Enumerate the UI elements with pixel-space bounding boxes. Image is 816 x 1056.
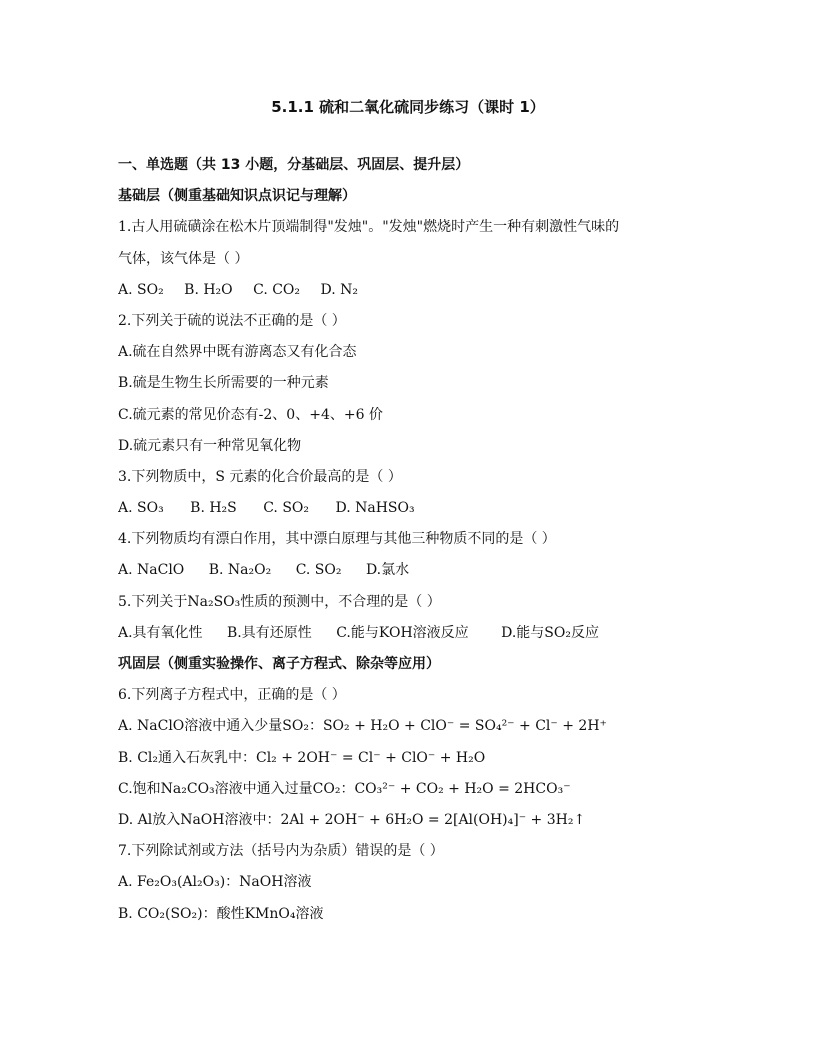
q1-options xyxy=(118,275,718,306)
q3-options xyxy=(118,493,718,524)
q4-option-d: D.氯水 xyxy=(365,562,410,579)
q7-option-b: B. CO₂(SO₂)：酸性KMnO₄溶液 xyxy=(118,905,324,922)
q4-stem: 4.下列物质均有漂白作用，其中漂白原理与其他三种物质不同的是（ ） xyxy=(118,531,556,548)
section-heading: 一、单选题（共 13 小题，分基础层、巩固层、提升层） xyxy=(118,157,470,173)
q1-option-c: C. CO₂ xyxy=(253,281,301,298)
q7-stem: 7.下列除试剂或方法（括号内为杂质）错误的是（ ） xyxy=(118,843,444,860)
q4-option-b: B. Na₂O₂ xyxy=(208,562,272,579)
level-heading-basic: 基础层（侧重基础知识点识记与理解） xyxy=(118,188,356,205)
level-heading-consolidate: 巩固层（侧重实验操作、离子方程式、除杂等应用） xyxy=(118,656,440,672)
q5-stem: 5.下列关于Na₂SO₃性质的预测中，不合理的是（ ） xyxy=(118,593,441,610)
document-body xyxy=(118,150,718,930)
q4-option-c: C. SO₂ xyxy=(295,562,342,579)
q3-option-c: C. SO₂ xyxy=(263,500,310,517)
q6-option-b: B. Cl₂通入石灰乳中：Cl₂ + 2OH⁻ = Cl⁻ + ClO⁻ + H₂O xyxy=(118,749,486,766)
q1-option-a: A. SO₂ xyxy=(118,281,164,298)
q1-line1: 1.古人用硫磺涂在松木片顶端制得"发烛"。"发烛"燃烧时产生一种有刺激性气味的 xyxy=(118,219,620,236)
q5-option-b: B.具有还原性 xyxy=(227,624,312,641)
q2-option-d: D.硫元素只有一种常见氧化物 xyxy=(118,437,302,454)
q6-option-c: C.饱和Na₂CO₃溶液中通入过量CO₂：CO₃²⁻ + CO₂ + H₂O = 2HCO₃⁻ xyxy=(118,780,571,797)
q7-option-a: A. Fe₂O₃(Al₂O₃)：NaOH溶液 xyxy=(118,874,312,891)
q1-line2: 气体，该气体是（ ） xyxy=(118,250,249,267)
page-title: 5.1.1 硫和二氧化硫同步练习（课时 1） xyxy=(271,98,545,116)
q4-option-a: A. NaClO xyxy=(118,562,185,579)
q2-option-c: C.硫元素的常见价态有-2、0、+4、+6 价 xyxy=(118,406,383,423)
q1-option-d: D. N₂ xyxy=(320,281,358,298)
q6-option-a: A. NaClO溶液中通入少量SO₂：SO₂ + H₂O + ClO⁻ = SO₄²⁻ + Cl⁻ + 2H⁺ xyxy=(118,718,607,735)
q4-options xyxy=(118,555,718,586)
q6-option-d: D. Al放入NaOH溶液中：2Al + 2OH⁻ + 6H₂O = 2[Al(OH)₄]⁻ + 3H₂↑ xyxy=(118,811,586,828)
q3-option-b: B. H₂S xyxy=(190,500,237,517)
q5-option-d: D.能与SO₂反应 xyxy=(501,624,599,641)
q2-stem: 2.下列关于硫的说法不正确的是（ ） xyxy=(118,312,346,329)
q5-option-c: C.能与KOH溶液反应 xyxy=(336,624,469,641)
q5-options xyxy=(118,618,718,649)
q5-option-a: A.具有氧化性 xyxy=(118,624,203,641)
q3-stem: 3.下列物质中，S 元素的化合价最高的是（ ） xyxy=(118,468,402,485)
q2-option-a: A.硫在自然界中既有游离态又有化合态 xyxy=(118,344,357,361)
q2-option-b: B.硫是生物生长所需要的一种元素 xyxy=(118,375,329,392)
q3-option-a: A. SO₃ xyxy=(118,500,164,517)
q6-stem: 6.下列离子方程式中，正确的是（ ） xyxy=(118,687,346,704)
q3-option-d: D. NaHSO₃ xyxy=(335,500,415,517)
q1-option-b: B. H₂O xyxy=(184,281,233,298)
